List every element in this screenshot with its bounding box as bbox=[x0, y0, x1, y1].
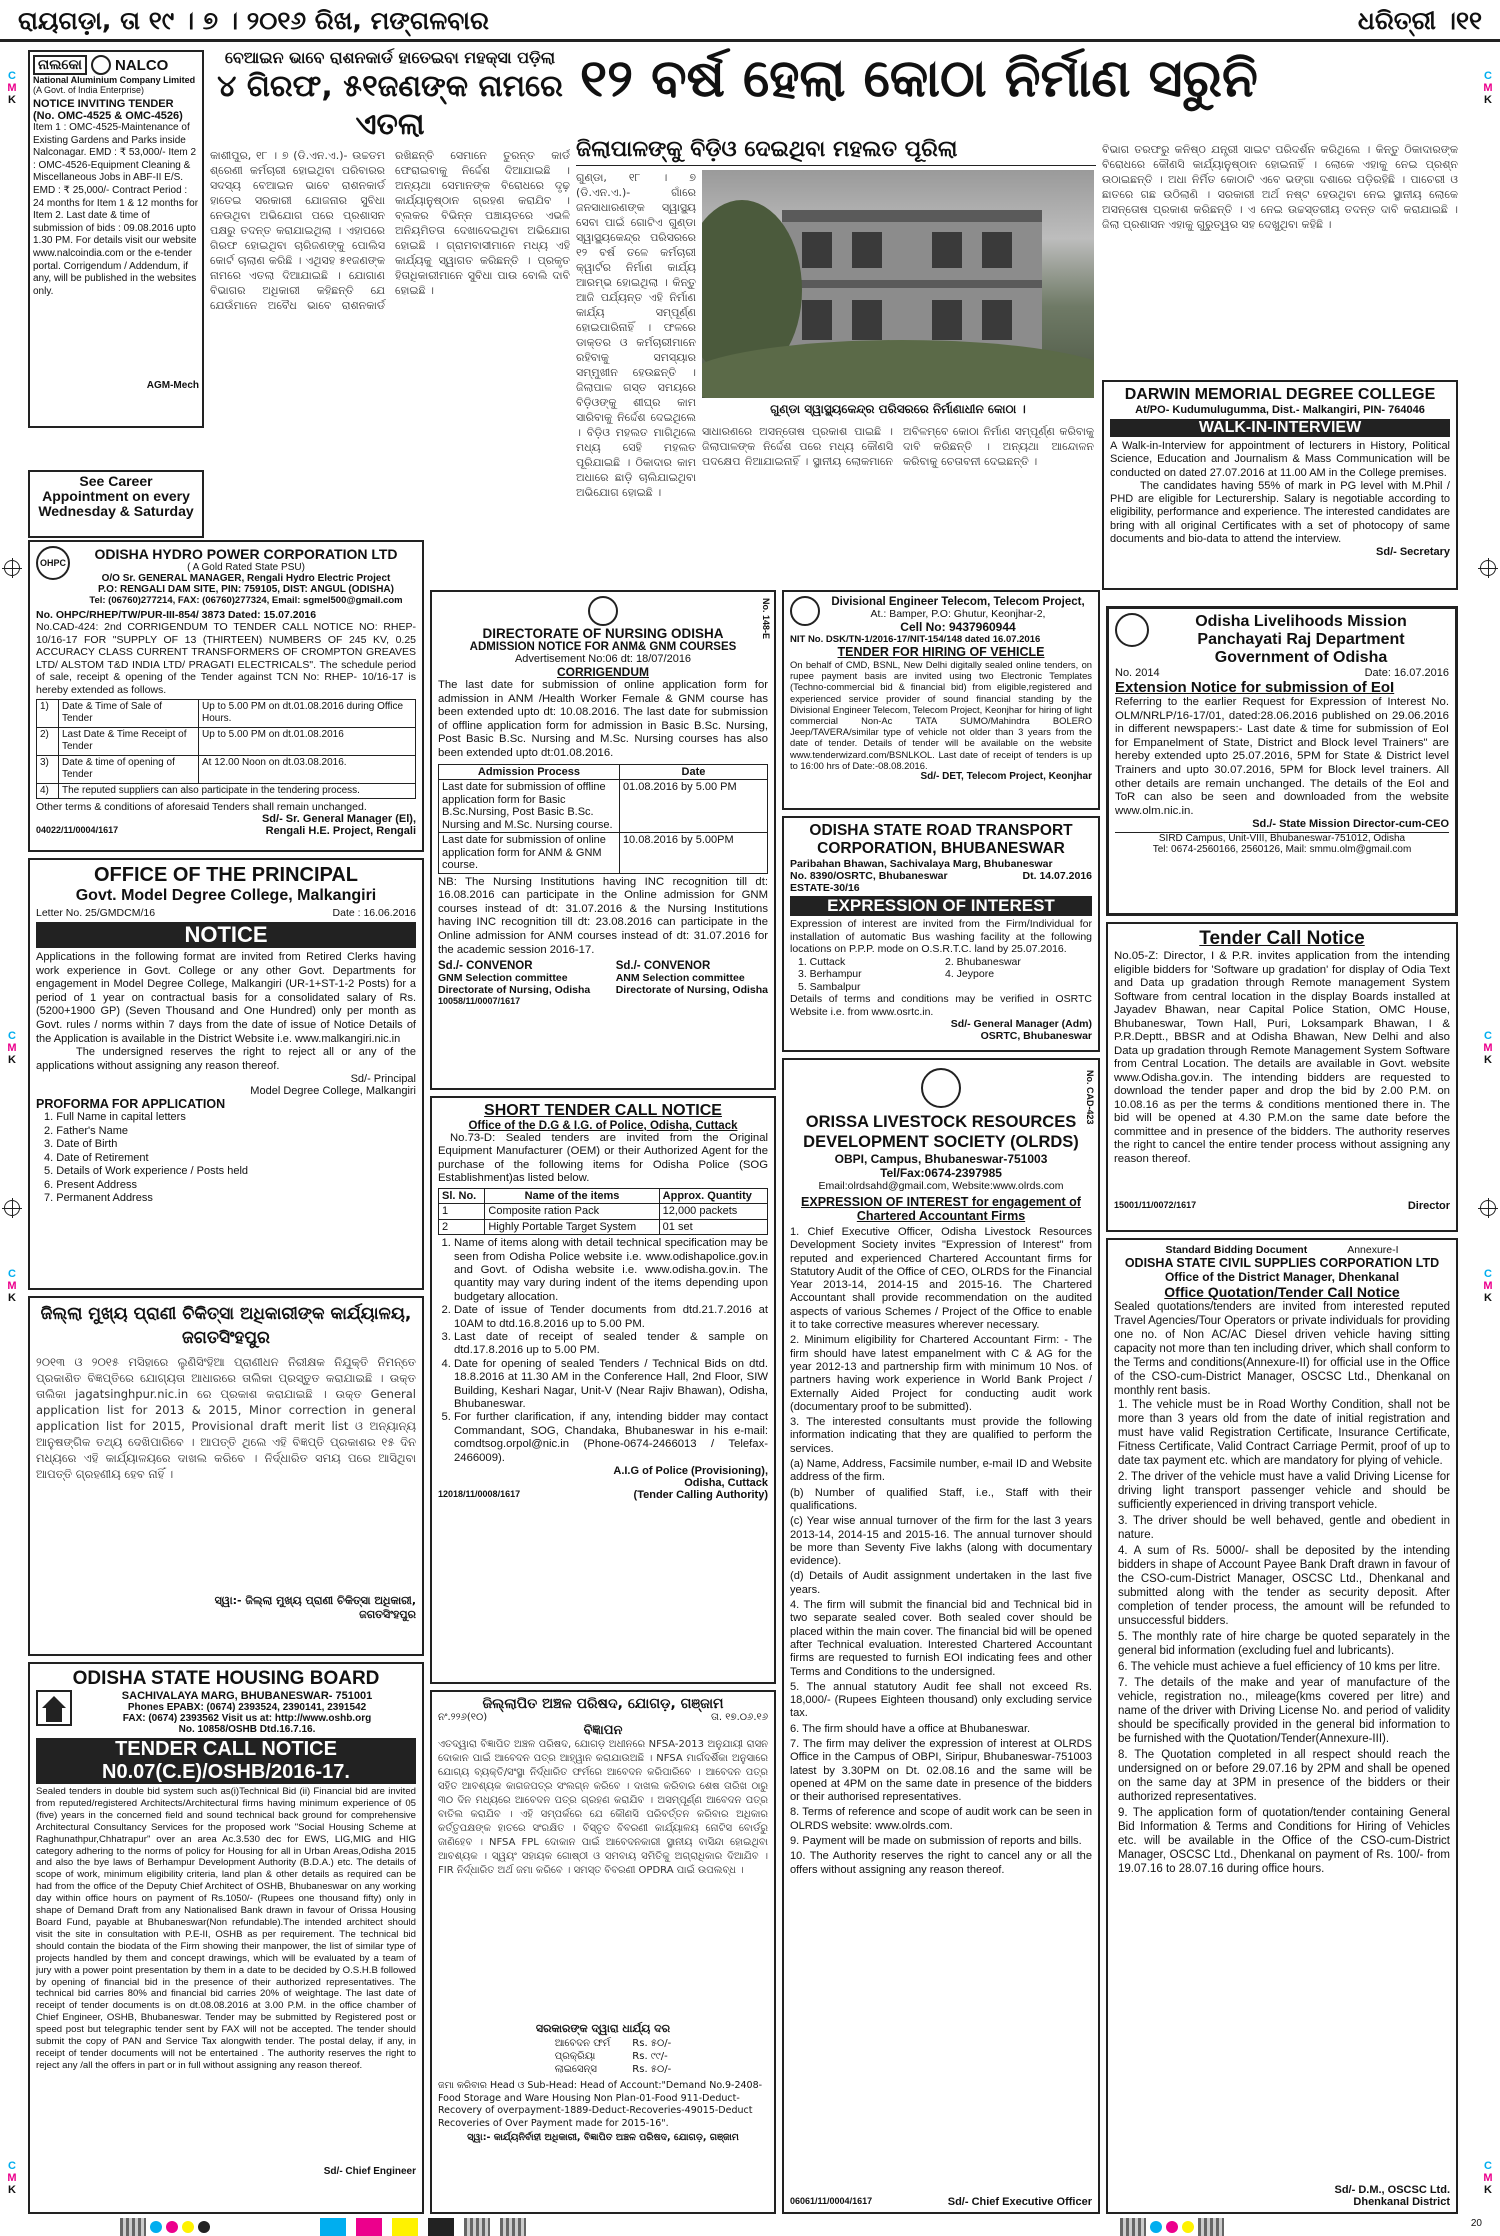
oscsc-heading: Office Quotation/Tender Call Notice bbox=[1164, 1284, 1400, 1300]
list-item: 6. The vehicle must achieve a fuel efficiency of 10 kms per litre. bbox=[1118, 1661, 1441, 1673]
darwin-walkin-ad bbox=[1102, 380, 1458, 590]
osrtc-body: Expression of interest are invited from the Firm/Individual for installation of automatic Bus washing facility at the following locations on P.P.P. mode on O.S.R.T.C. land by 25.07.2016. bbox=[790, 918, 1092, 955]
list-item: 4. Jeypore bbox=[945, 968, 995, 980]
principal-body2: The undersigned reserves the right to reject all or any of the applications without assigning any reason thereof. bbox=[36, 1046, 416, 1072]
olm-body: Referring to the earlier Request for Expression of Interest No. OLM/NRLP/16-17/01, dated:28.06.2016 published on 29.06.2016 in different newspapers:- Last date & time for submission of EoI for Empanelment of State, District and Block level Trainers" are hereby extended upto 25.07.2016, 5PM for State & District level Trainers and upto 30.07.2016, 5PM for Block level trainers. All other details are remain unchanged. The details of the EoI and ToR can also be seen and downloaded from the website www.olm.nic.in. bbox=[1115, 696, 1449, 817]
nursing-title2: ADMISSION NOTICE FOR ANM& GNM COURSES bbox=[469, 641, 737, 653]
building-photo bbox=[702, 170, 1094, 398]
article1-body: କାଶୀପୁର, ୧୮ । ୭ (ଡି.ଏନ.ଏ.)- ଉଚ୍ଚତମ ଶ୍ରେଣୀ କର୍ମଚାରୀ ହୋଇଥିବା ପରିବାରର ସଦସ୍ୟ ବେଆଇନ ଭାବେ ରାଶନକାର୍ଡ ହାତେଇ ସରକାରୀ ଯୋଜନାର ସୁବିଧା ନେଉଥିବା ଅଭିଯୋଗ ପରେ ପ୍ରଶାସନ ପକ୍ଷରୁ ତଦନ୍ତ କରାଯାଇଥିଲା । ଏହାପରେ ଗିରଫ ହୋଇଥିବା ଚାରିଜଣଙ୍କୁ ପୋଲିସ କୋର୍ଟ ଚାଲାଣ କରିଛି । ଏଥିସହ ୫୧ଜଣଙ୍କ ନାମରେ ଏତଲା ଦିଆଯାଇଛି । ଯୋଗାଣ ବିଭାଗର ଅଧିକାରୀ କହିଛନ୍ତି ଯେ ଯେଉଁମାନେ ଅବୈଧ ଭାବେ ରାଶନକାର୍ଡ ରଖିଛନ୍ତି ସେମାନେ ତୁରନ୍ତ କାର୍ଡ ଫେରାଇବାକୁ ନିର୍ଦ୍ଦେଶ ଦିଆଯାଇଛି । ଅନ୍ୟଥା ସେମାନଙ୍କ ବିରୋଧରେ ଦୃଢ଼ କାର୍ଯ୍ୟାନୁଷ୍ଠାନ ଗ୍ରହଣ କରାଯିବ । ବ୍ଲକର ବିଭିନ୍ନ ପଞ୍ଚାୟତରେ ଏଭଳି ଅନିୟମିତତା ଦେଖାଦେଇଥିବା ଅଭିଯୋଗ ହୋଇଛି । ଗ୍ରାମବାସୀମାନେ ମଧ୍ୟ ଏହି କାର୍ଯ୍ୟକୁ ସ୍ୱାଗତ କରିଛନ୍ତି । ପ୍ରକୃତ ହିତାଧିକାରୀମାନେ ସୁବିଧା ପାଉ ବୋଲି ଦାବି ହୋଇଛି । bbox=[210, 149, 570, 312]
darwin-addr: At/PO- Kudumulugumma, Dist.- Malkangiri, PIN- 764046 bbox=[1135, 404, 1425, 416]
list-item: 6. The firm should have a office at Bhubaneswar. bbox=[790, 1722, 1031, 1735]
olrds-tel: Tel/Fax:0674-2397985 bbox=[880, 1166, 1002, 1180]
list-item: 4. The firm will submit the financial bid and Technical bid in two separate sealed cover. Both sealed cover should be placed within the main cover. The financial bid will be opened after Technical evaluation. Interested Chartered Accountant firms are requested to furnish EOI indicating fees and other Terms and Conditions to the undersigned. bbox=[790, 1599, 1092, 1678]
police-conditions-list bbox=[438, 1237, 768, 1465]
nalco-signature: AGM-Mech bbox=[146, 380, 199, 391]
cmk-marker-left-mid: C M K bbox=[7, 1030, 17, 1066]
ganjam-ref: ନଂ.୨୨୬(୧୦) bbox=[438, 1712, 488, 1723]
table-row: Last date for submission of offline application form for Basic B.Sc.Nursing, Post Basic B.Sc. Nursing and M.Sc. Nursing course. 01.08.2016 by 5.00 PM bbox=[439, 780, 768, 833]
olm-title3: Government of Odisha bbox=[1214, 649, 1388, 666]
article2-body3: ବିଭାଗ ତରଫରୁ କନିଷ୍ଠ ଯନ୍ତ୍ରୀ ସାଇଟ ପରିଦର୍ଶନ କରିଥିଲେ । କିନ୍ତୁ ଠିକାଦାରଙ୍କ ବିରୋଧରେ କୌଣସି କାର୍ଯ୍ୟାନୁଷ୍ଠାନ ହୋଇନାହିଁ । ଲୋକେ ଏହାକୁ ନେଇ ପ୍ରଶ୍ନ ଉଠାଇଛନ୍ତି । ଅଧା ନିର୍ମିତ କୋଠାଟି ଏବେ ଭଙ୍ଗା ଦଶାରେ ପଡ଼ିରହିଛି । ପାଚେରୀ ଓ ଛାତରେ ଗଛ ଉଠିଲାଣି । ସରକାରୀ ଅର୍ଥ ନଷ୍ଟ ହେଉଥିବା ନେଇ ସ୍ଥାନୀୟ ଲୋକେ ଅସନ୍ତୋଷ ପ୍ରକାଶ କରିଛନ୍ତି । ଏ ନେଇ ଉଚ୍ଚସ୍ତରୀୟ ତଦନ୍ତ ଦାବି କରାଯାଇଛି । ଜିଲା ପ୍ରଶାସନ ଏହାକୁ ଗୁରୁତ୍ୱର ସହ ଦେଖୁଥିବା କହିଛି । bbox=[1102, 143, 1458, 231]
osrtc-body2: Details of terms and conditions may be verified in OSRTC Website i.e. from www.osrtc.in. bbox=[790, 993, 1092, 1018]
olrds-items bbox=[790, 1226, 1092, 1879]
table-row: 1) Date & Time of Sale of Tender Up to 5.00 PM on dt.01.08.2016 during Office Hours. bbox=[37, 699, 416, 727]
ganjam-head: ଜମା କରିବାର Head ଓ Sub-Head: Head of Account:"Demand No.9-2408-Food Storage and Ware Housing Non Plan-01-Food 911-Deduct-Recovery of overpayment-1889-Deduct-Recoveries-49015-Deduct Recoveries of Over Payment made for 2015-16". bbox=[438, 2080, 763, 2129]
osrtc-eoi-ad bbox=[782, 816, 1100, 1052]
osrtc-ref: No. 8390/OSRTC, Bhubaneswar bbox=[790, 870, 948, 882]
darwin-sig: Sd/- Secretary bbox=[1376, 546, 1450, 559]
oshb-house-logo-icon bbox=[36, 1690, 72, 1726]
list-item: 8. The Quotation completed in all respect should reach the undersigned on or before 29.07.16 by 2PM and shall be opened on the same day at 3PM in presence of the bidders or their authorized representatives. bbox=[1118, 1749, 1450, 1803]
principal-proforma-list bbox=[36, 1111, 416, 1206]
ohpc-schedule-table bbox=[36, 699, 416, 800]
oshb-fax: FAX: (0674) 2393562 Visit us at: http://www.oshb.org bbox=[122, 1713, 372, 1724]
career-box bbox=[28, 470, 204, 538]
list-item: 2. Minimum eligibility for Chartered Accountant Firm: - The firm should have latest empanelment with C & AG for the year 2012-13 and partnership firm with minimum 10 Nos. of partners having work experience in World Bank Project / Externally Aided Project for conducting audit work (documentary proof to be submitted). bbox=[790, 1334, 1092, 1413]
oscsc-sig1: Sd/- D.M., OSCSC Ltd. bbox=[1334, 2184, 1450, 2196]
list-item: 7. Permanent Address bbox=[44, 1192, 153, 1205]
table-row: Sl. No. Name of the items Approx. Quantity bbox=[439, 1188, 768, 1204]
nursing-no-label: No. 148-E bbox=[761, 598, 771, 640]
principal-letter: Letter No. 25/GMDCM/16 bbox=[36, 907, 156, 919]
nursing-admission-ad bbox=[430, 590, 776, 1090]
ohpc-sub: ( A Gold Rated State PSU) bbox=[187, 562, 305, 573]
table-row: ପ୍ରକ୍ରିୟା Rs. ୯୯/- bbox=[554, 2051, 668, 2062]
ohpc-logo-icon: OHPC bbox=[36, 546, 70, 580]
olrds-eoi-ad bbox=[782, 1058, 1100, 2214]
list-item: 8. Terms of reference and scope of audit work can be seen in OLRDS website: www.olrds.com. bbox=[790, 1806, 1092, 1832]
nalco-body: Item 1 : OMC-4525-Maintenance of Existing Gardens and Parks inside Nalconagar. EMD : ₹ 53,000/- Item 2 : OMC-4526-Equipment Cleaning & Miscellaneous Jobs in ABF-II E/S. EMD : ₹ 25,000/- Contract Period : 24 months for Item 1 & 12 months for Item 2. Last date & time of submission of bids : 09.08.2016 upto 1.30 PM. For details visit our website www.nalcoindia.com or the e-tender portal. Corrigendum / Addendum, if any, will be published in the websites only. bbox=[33, 122, 199, 297]
table-row: 1 Composite ration Pack 12,000 packets bbox=[439, 1204, 768, 1220]
table-row: ଆବେଦନ ଫର୍ମ Rs. ୫୦/- bbox=[554, 2038, 672, 2049]
osrtc-name: ODISHA STATE ROAD TRANSPORT CORPORATION, BHUBANESWAR bbox=[809, 822, 1073, 857]
osrtc-sig1: Sd/- General Manager (Adm) bbox=[950, 1018, 1092, 1030]
principal-title1: OFFICE OF THE PRINCIPAL bbox=[93, 864, 359, 886]
cdvo-notice-ad bbox=[28, 1296, 424, 1656]
olrds-side-label: No. CAD-423 bbox=[1085, 1070, 1095, 1125]
oshb-addr: SACHIVALAYA MARG, BHUBANESWAR- 751001 bbox=[121, 1690, 373, 1702]
police-foot: 12018/11/0008/1617 bbox=[438, 1489, 521, 1500]
nursing-foot: 10058/11/0007/1617 bbox=[438, 996, 521, 1007]
osrtc-locations bbox=[790, 956, 1092, 994]
nursing-title1: DIRECTORATE OF NURSING ODISHA bbox=[482, 626, 724, 641]
article2-headline: ୧୨ ବର୍ଷ ହେଲା କୋଠା ନିର୍ମାଣ ସରୁନି bbox=[580, 49, 1258, 109]
ohpc-line2: P.O: RENGALI DAM SITE, PIN: 759105, DIST: ANGUL (ODISHA) bbox=[98, 584, 394, 595]
principal-notice-banner: NOTICE bbox=[36, 922, 416, 948]
cmk-marker-right-top: C M K bbox=[1483, 70, 1493, 106]
police-title: SHORT TENDER CALL NOTICE bbox=[484, 1102, 722, 1119]
olm-no: No. 2014 bbox=[1115, 667, 1160, 679]
oscsc-name: ODISHA STATE CIVIL SUPPLIES CORPORATION LTD bbox=[1124, 1256, 1440, 1270]
table-row: 2) Last Date & Time Receipt of Tender Up to 5.00 PM on dt.01.08.2016 bbox=[37, 727, 416, 755]
oshb-sig: Sd/- Chief Engineer bbox=[323, 2166, 416, 2177]
darwin-body2: The candidates having 55% of mark in PG level with M.Phil / PHD are eligible for Lecturership. Salary is negotiable according to eligibility, performance and experience. The interested candidates are bring with all original Certificates with a set of photocopy of same documents and bio-data to attend the interview. bbox=[1110, 479, 1450, 546]
tcn-sig: Director bbox=[1407, 1200, 1450, 1212]
list-item: 2. Date of issue of Tender documents from dtd.21.7.2016 at 10AM to dtd.16.8.2016 up to 5.00 PM. bbox=[454, 1304, 768, 1331]
nursing-sig-right: Sd./- CONVENOR ANM Selection committee Directorate of Nursing, Odisha bbox=[615, 960, 768, 997]
principal-title2: Govt. Model Degree College, Malkangiri bbox=[75, 887, 377, 904]
olrds-addr: OBPI, Campus, Bhubaneswar-751003 bbox=[834, 1152, 1048, 1166]
list-item: 10. The Authority reserves the right to cancel any or all the offers without assigning any reason thereof. bbox=[790, 1850, 1092, 1876]
ohpc-sig1: Sd/- Sr. General Manager (El), bbox=[261, 813, 416, 826]
osrtc-estate: ESTATE-30/16 bbox=[790, 882, 860, 894]
darwin-body: A Walk-in-Interview for appointment of lecturers in History, Political Science, Education and Journalism & Mass Communication will be conducted on dated 27.07.2016 at 11.00 AM in the College premises. bbox=[1110, 440, 1450, 479]
article2-header bbox=[576, 48, 1456, 138]
nursing-table bbox=[438, 764, 768, 874]
list-item: 5. The annual statutory Audit fee shall not exceed Rs. 18,000/- (Rupees Eighteen thousand) only excluding service tax. bbox=[790, 1680, 1092, 1720]
bsnl-body: On behalf of CMD, BSNL, New Delhi digitally sealed online tenders, on rupee payment basis are invited using two Electronic Templates (Techno-commercial bid & financial bid) from eligible,registered and experienced service provider of sound financial standing by the Divisional Engineer Telecom, Telecom Project, Keonjhar for hiring of light commercial Non-Ac TATA SUMO/Mahindra BOLERO Jeep/TAVERA/similar type of vehicle not older than 3 years from the date of tender. Details of tender will be available on the website www.tenderwizard.com/BSNLKOL. Last date of receipt of tenders is up to 16:00 hrs of Date:-08.08.2016. bbox=[790, 659, 1092, 771]
list-item: 4. Date of Retirement bbox=[44, 1151, 149, 1164]
nursing-corr: CORRIGENDUM bbox=[557, 665, 649, 679]
principal-body: Applications in the following format are invited from Retired Clerks having work experience in Govt. College or any other Govt. Departments for engagement in Model Degree College, Malkangiri (UR-1+ST-1-2 Posts) for a period of 1 year on contractual basis for a consolidated salary of Rs. (5200+1900 GP) (Seven Thousand and One Hundred) only per month as Govt. rules / norms within 7 days from the date of issue of Notice Details of the Application is available in the District Website i.e. www.malkangiri.nic.in bbox=[36, 951, 416, 1045]
olrds-sig: Sd/- Chief Executive Officer bbox=[947, 2196, 1092, 2208]
police-sig1: A.I.G of Police (Provisioning), bbox=[613, 1465, 768, 1478]
bsnl-title2: At.: Bamper, P.O: Ghutur, Keonjhar-2, bbox=[870, 608, 1046, 620]
oshb-tender-ad bbox=[28, 1662, 424, 2214]
list-item: 2. Bhubaneswar bbox=[945, 955, 1021, 968]
table-row: 3) Date & time of opening of Tender At 12.00 Noon on dt.03.08.2016. bbox=[37, 755, 416, 783]
cmk-marker-left-top: C M K bbox=[7, 70, 17, 106]
oscsc-top2: Annexure-I bbox=[1347, 1244, 1399, 1256]
table-row: Last date for submission of online application form for ANM & GNM course. 10.08.2016 by 5.00PM bbox=[439, 833, 768, 874]
color-bar bbox=[0, 2216, 1500, 2236]
nursing-nb: NB: The Nursing Institutions having INC recognition till dt: 16.08.2016 can participate in the Online admission for GNM courses instead of dt: 31.07.2016 & the Nursing Institutions having INC recognition till dt: 23.08.2016 can participate in the Online admission for ANM courses instead of dt: 31.07.2016 for the academic session 2016-17. bbox=[438, 875, 768, 956]
table-row: 2 Highly Portable Target System 01 set bbox=[439, 1219, 768, 1235]
police-tender-ad bbox=[430, 1096, 776, 1684]
ohpc-foot: 04022/11/0004/1617 bbox=[36, 825, 119, 836]
darwin-heading: WALK-IN-INTERVIEW bbox=[1110, 419, 1450, 437]
olm-addr1: SIRD Campus, Unit-VIII, Bhubaneswar-751012, Odisha bbox=[1115, 832, 1449, 844]
bsnl-heading: TENDER FOR HIRING OF VEHICLE bbox=[837, 645, 1045, 659]
principal-sig2: Model Degree College, Malkangiri bbox=[250, 1085, 416, 1098]
nursing-emblem-icon bbox=[588, 596, 618, 626]
osrtc-heading: EXPRESSION OF INTEREST bbox=[790, 896, 1092, 916]
cmk-marker-left-bottom: C M K bbox=[7, 2160, 17, 2196]
oshb-phone: Phones EPABX: (0674) 2393524, 2390141, 2391542 bbox=[127, 1702, 367, 1713]
nursing-adv: Advertisement No:06 dt: 18/07/2016 bbox=[514, 653, 692, 665]
oshb-title1: TENDER CALL NOTICE bbox=[36, 1738, 416, 1761]
list-item: 6. Present Address bbox=[44, 1178, 137, 1191]
ganjam-body: ଏତଦ୍ୱାରା ବିଜ୍ଞାପିତ ଅଞ୍ଚଳ ପରିଷଦ, ଯୋଗଡ଼ ଅଧୀନରେ NFSA-2013 ଅନୁଯାୟୀ ରାସନ ଦୋକାନ ପାଇଁ ଆବେଦନ ପତ୍ର ଆହ୍ୱାନ କରାଯାଉଅଛି । NFSA ମାର୍ଗଦର୍ଶିକା ଅନୁସାରେ ଯୋଗ୍ୟ ବ୍ୟକ୍ତି/ସଂସ୍ଥା ନିର୍ଦ୍ଧାରିତ ଫର୍ମରେ ଆବେଦନ କରିପାରିବେ । ଆବେଦନ ପତ୍ର ସହିତ ଆବଶ୍ୟକ କାଗଜପତ୍ର ସଂଲଗ୍ନ କରିବେ । ଦାଖଲ କରିବାର ଶେଷ ତାରିଖ ଠାରୁ ୩୦ ଦିନ ମଧ୍ୟରେ ଆବେଦନ ପତ୍ର ଗ୍ରହଣ କରାଯିବ । ଅସମ୍ପୂର୍ଣ୍ଣ ଆବେଦନ ପତ୍ର ବାତିଲ କରାଯିବ । ଏହି ସମ୍ପର୍କରେ ଯେ କୌଣସି ପରିବର୍ତ୍ତନ କରିବାର ଅଧିକାର କର୍ତ୍ତୃପକ୍ଷଙ୍କ ହାତରେ ସଂରକ୍ଷିତ । ବିସ୍ତୃତ ବିବରଣୀ କାର୍ଯ୍ୟାଳୟ ନୋଟିସ ବୋର୍ଡରୁ ଜାଣିହେବ । NFSA FPL ଦୋକାନ ପାଇଁ ଆବେଦନକାରୀ ସ୍ଥାନୀୟ ବାସିନ୍ଦା ହୋଇଥିବା ଆବଶ୍ୟକ । ସ୍ୱୟଂ ସହାୟକ ଗୋଷ୍ଠୀ ଓ ସମବାୟ ସମିତିକୁ ଅଗ୍ରାଧିକାର ଦିଆଯିବ । FIR ନିର୍ଦ୍ଧାରିତ ଅର୍ଥ ଜମା କରିବେ । ସମସ୍ତ ବିବରଣୀ OPDRA ପାଇଁ ଉପଲବ୍ଧ । bbox=[438, 1739, 768, 1876]
list-item: 9. Payment will be made on submission of reports and bills. bbox=[790, 1835, 1082, 1848]
list-item: 3. The driver should be well behaved, gentle and obedient in nature. bbox=[1118, 1515, 1450, 1541]
nursing-sig-left: Sd./- CONVENOR GNM Selection committee Directorate of Nursing, Odisha bbox=[438, 960, 591, 997]
principal-sig1: Sd/- Principal bbox=[350, 1073, 416, 1086]
list-item: 3. Berhampur bbox=[798, 968, 862, 980]
ganjam-subtitle: ବିଜ୍ଞାପନ bbox=[583, 1723, 623, 1738]
police-intro: No.73-D: Sealed tenders are invited from the Original Equipment Manufacturer (OEM) or their Authorized Agent for the purchase of the following items for Odisha Police (SOG Establishment)as listed below. bbox=[438, 1132, 768, 1185]
nursing-body: The last date for submission of online application form for admission in ANM /Health Worker Female & GNM course has been extended upto dt: 10.08.2016. The last date for submission of offline application form for admission in Basic B.Sc. Nursing, Post Basic B.Sc. Nursing and M.Sc. Nursing courses has also been extended upto dt:01.08.2016. bbox=[438, 679, 768, 759]
tcn-body: No.05-Z: Director, I & P.R. invites application from the intending eligible bidders for 'Software up gradation' for display of Odia Text and Data up gradation through Remote management System Software from central location in the display Boards installed at Jayadev Bhawan, near Capital Police Station, OMC House, Bhubaneswar, Town Hall, Puri, Loksampark Bhawan, I & P.R.Deptt., BBSR and at Odisha Bhawan, New Delhi and also Data up gradation through Remote Management System Software from Central Location. The details are available in Govt. website www.Odisha.gov.in. The intending bidders are requested to download the tender paper and drop the bid by 2.00 P.M. on 10.08.16 as per the terms & conditions mentioned there in. The bid will be opened at 4.30 P.M.on the same date before the committee and in presence of the bidders. The authority reserves the right to cancel the entire tender process without assigning any reason thereof. bbox=[1114, 950, 1450, 1165]
nalco-ref: (No. OMC-4525 & OMC-4526) bbox=[33, 110, 183, 122]
ohpc-body: No.CAD-424: 2nd CORRIGENDUM TO TENDER CALL NOTICE NO: RHEP- 10/16-17 FOR "SUPPLY OF 13 (THIRTEEN) NUMBERS OF 245 KV, 0.25 ACCURACY CLASS CURRENT TRANSFORMERS OF CROMPTON GREAVES LTD/ ALSTOM T&D INDIA LTD/ PRAGATI ELECTRICALS". The schedule period of sale, receipt & opening of the Tender against TCN No: RHEP- 10/16-17 is hereby extended as follows. bbox=[36, 621, 416, 696]
list-item: 3. Date of Birth bbox=[44, 1138, 118, 1151]
olm-emblem-icon bbox=[1115, 613, 1149, 647]
table-row: Admission Process Date bbox=[439, 764, 768, 780]
article2-subhead-wrap bbox=[576, 136, 1096, 166]
principal-date: Date : 16.06.2016 bbox=[332, 907, 416, 919]
table-row: ଲାଇସେନ୍ସ Rs. ୫୦/- bbox=[554, 2064, 672, 2075]
cdvo-sig2: ଜଗତସିଂହପୁର bbox=[359, 1608, 416, 1621]
list-item: (d) Details of Audit assignment undertaken in the last five years. bbox=[790, 1570, 1092, 1596]
list-item: 1. Cuttack bbox=[798, 955, 846, 968]
article1-kicker: ବେଆଇନ ଭାବେ ରାଶନକାର୍ଡ ହାତେଇବା ମହକ୍ସା ପଡ଼ିଲା bbox=[224, 48, 556, 67]
oscsc-office: Office of the District Manager, Dhenkanal bbox=[1164, 1270, 1400, 1284]
nalco-title: NOTICE INVITING TENDER bbox=[33, 98, 174, 110]
bsnl-tender-ad bbox=[782, 590, 1100, 810]
olm-heading: Extension Notice for submission of EoI bbox=[1115, 679, 1395, 696]
article-ration-card bbox=[210, 48, 570, 534]
police-items-table bbox=[438, 1188, 768, 1236]
ganjam-title: ଜିଲ୍ଲାପିତ ଅଞ୍ଚଳ ପରିଷଦ, ଯୋଗଡ଼, ଗଞ୍ଜାମ bbox=[482, 1696, 724, 1712]
tcn-heading: Tender Call Notice bbox=[1199, 928, 1365, 949]
list-item: 3. The interested consultants must provide the following information indicating that they are qualified to perform the services. bbox=[790, 1416, 1092, 1455]
color-swatches-right bbox=[1120, 2218, 1224, 2236]
career-text: See Career Appointment on every Wednesday & Saturday bbox=[38, 473, 194, 519]
oshb-title2: N0.07(C.E)/OSHB/2016-17. bbox=[36, 1761, 416, 1784]
ganjam-sig: ସ୍ୱା:- କାର୍ଯ୍ୟନିର୍ବାହୀ ଅଧିକାରୀ, ବିଜ୍ଞାପିତ ଅଞ୍ଚଳ ପରିଷଦ, ଯୋଗଡ଼, ଗଞ୍ଜାମ bbox=[467, 2132, 739, 2143]
ohpc-name: ODISHA HYDRO POWER CORPORATION LTD bbox=[94, 546, 398, 562]
oscsc-top1: Standard Bidding Document bbox=[1165, 1244, 1308, 1256]
principal-proforma: PROFORMA FOR APPLICATION bbox=[36, 1097, 226, 1112]
police-sig3: (Tender Calling Authority) bbox=[633, 1489, 768, 1502]
article2-body2: ସାଧାରଣରେ ଅସନ୍ତୋଷ ପ୍ରକାଶ ପାଇଛି । ଜିଲାପାଳଙ୍କ ନିର୍ଦ୍ଦେଶ ପରେ ମଧ୍ୟ କୌଣସି ପଦକ୍ଷେପ ନିଆଯାଇନାହିଁ । ସ୍ଥାନୀୟ ଲୋକମାନେ ଅବିଳମ୍ବେ କୋଠା ନିର୍ମାଣ ସମ୍ପୂର୍ଣ୍ଣ କରିବାକୁ ଦାବି କରିଛନ୍ତି । ଅନ୍ୟଥା ଆନ୍ଦୋଳନ କରିବାକୁ ଚେତାବନୀ ଦେଇଛନ୍ତି । bbox=[702, 425, 1094, 468]
bsnl-title1: Divisional Engineer Telecom, Telecom Project, bbox=[831, 596, 1085, 608]
list-item: 4. A sum of Rs. 5000/- shall be deposited by the intending bidders in shape of Account Payee Bank Draft drawn in favour of the CSO-cum-District Manager, OSCSC Ltd., Dhenkanal and submitted along with the tender as security deposit. After completion of tender process, the amount will be refunded to unsuccessful bidders. bbox=[1118, 1545, 1450, 1627]
ipr-tender-ad bbox=[1106, 922, 1458, 1232]
olrds-heading: EXPRESSION OF INTEREST for engagement of Chartered Accountant Firms bbox=[801, 1195, 1081, 1223]
oshb-ref: No. 10858/OSHB Dtd.16.7.16. bbox=[178, 1724, 316, 1735]
ohpc-note: Other terms & conditions of aforesaid Tenders shall remain unchanged. bbox=[36, 801, 367, 814]
nalco-logo: ନାଲକୋ NALCO bbox=[33, 55, 199, 75]
darwin-name: DARWIN MEMORIAL DEGREE COLLEGE bbox=[1124, 386, 1436, 403]
header-date-line: ରାୟଗଡ଼ା, ତା ୧୯ । ୭ । ୨୦୧୬ ରିଖ, ମଙ୍ଗଳବାର bbox=[18, 6, 489, 35]
nalco-company: National Aluminium Company Limited bbox=[33, 75, 196, 85]
ganjam-fees-title: ସରକାରଙ୍କ ଦ୍ୱାରା ଧାର୍ଯ୍ୟ ଦର bbox=[535, 2022, 671, 2035]
cdvo-sig1: ସ୍ୱା:- ଜିଲ୍ଲା ମୁଖ୍ୟ ପ୍ରାଣୀ ଚିକିତ୍ସା ଅଧିକାରୀ, bbox=[214, 1594, 416, 1607]
police-sig2: Odisha, Cuttack bbox=[684, 1477, 768, 1490]
nalco-tender-ad bbox=[28, 50, 204, 428]
ohpc-line3: Tel: (06760)277214, FAX: (06760)277324, Email: sgmel500@gmail.com bbox=[89, 595, 403, 606]
bsnl-cell: Cell No: 9437960944 bbox=[900, 620, 1016, 634]
bsnl-nit: NIT No. DSK/TN-1/2016-17/NIT-154/148 dated 16.07.2016 bbox=[790, 634, 1041, 645]
article1-headline: ୪ ଗିରଫ, ୫୧ଜଣଙ୍କ ନାମରେ ଏତଲା bbox=[217, 69, 563, 142]
ganjam-date: ତା. ୧୭.୦୬.୧୬ bbox=[710, 1712, 768, 1723]
color-swatches-mid bbox=[320, 2218, 526, 2236]
olm-title2: Panchayati Raj Department bbox=[1197, 631, 1405, 648]
cmk-marker-left-low: C M K bbox=[7, 1268, 17, 1304]
osrtc-addr: Paribahan Bhawan, Sachivalaya Marg, Bhubaneswar bbox=[790, 858, 1053, 870]
ganjam-fees-table bbox=[533, 2036, 674, 2077]
article2-photo-caption: ଗୁଣ୍ଡା ସ୍ୱାସ୍ଥ୍ୟକେନ୍ଦ୍ର ପରିସରରେ ନିର୍ମାଣାଧୀନ କୋଠା । bbox=[770, 402, 1026, 416]
bsnl-logo-icon bbox=[790, 596, 820, 626]
cmk-marker-right-bottom: C M K bbox=[1483, 2160, 1493, 2196]
ohpc-line1: O/O Sr. GENERAL MANAGER, Rengali Hydro Electric Project bbox=[101, 573, 391, 584]
oscsc-intro: Sealed quotations/tenders are invited from interested reputed Travel Agencies/Tour Operators or private individuals for providing one no. of Non AC/AC Diesel driven vehicle having sitting capacity not more than ten including driver, which shall conform to the Terms and conditions(Annexure-II) for official use in the Office of the CSO-cum-District Manager, OSCSC Ltd., Dhenkanal on monthly rent basis. bbox=[1114, 1301, 1450, 1397]
registration-mark-icon bbox=[4, 560, 20, 576]
list-item: 2. Father's Name bbox=[44, 1124, 129, 1137]
list-item: (b) Number of qualified Staff, i.e., Staff with their qualifications. bbox=[790, 1486, 1092, 1512]
olm-addr2: Tel: 0674-2560166, 2560126, Mail: smmu.olm@gmail.com bbox=[1152, 844, 1412, 856]
registration-mark-icon bbox=[4, 1200, 20, 1216]
olm-sig: Sd./- State Mission Director-cum-CEO bbox=[1252, 818, 1449, 831]
olm-extension-ad bbox=[1106, 606, 1458, 916]
ohpc-sig2: Rengali H.E. Project, Rengali bbox=[265, 825, 416, 838]
page-number: 20 bbox=[1470, 2218, 1482, 2229]
list-item: 5. For further clarification, if any, intending bidder may contact Commandant, SOG, Chandaka, Bhubaneswar in his e-mail: comdtsog.orpol@nic.in (Phone-0674-2466013 / Telefax-2466009). bbox=[454, 1411, 768, 1465]
bsnl-sig: Sd/- DET, Telecom Project, Keonjhar bbox=[920, 771, 1092, 783]
table-row: 4) The reputed suppliers can also participate in the tendering process. bbox=[37, 783, 416, 799]
color-swatches-left bbox=[120, 2218, 210, 2236]
oscsc-tender-ad bbox=[1106, 1238, 1458, 2214]
olm-title1: Odisha Livelihoods Mission bbox=[1195, 613, 1407, 630]
list-item: 7. The firm may deliver the expression of interest at OLRDS Office in the Campus of OBPI, Siripur, Bhubaneswar-751003 latest by 3.30PM on Dt. 02.08.16 and the same will be opened at 4PM on the same date in presence of the bidders or their authorised representatives. bbox=[790, 1737, 1092, 1804]
nalco-sub: (A Govt. of India Enterprise) bbox=[33, 85, 145, 95]
list-item: 7. The details of the make and year of manufacture of the vehicle, registration no., mileage(kms covered per litre) and name of the driver with Driving License No. and period of validity should be specifically provided in the general bid information to be furnished with the Quotation/Tender(Annexure-III). bbox=[1118, 1677, 1450, 1745]
list-item: (c) Year wise annual turnover of the firm for the last 3 years 2013-14, 2014-15 and 2015-16. The annual turnover should be more than Seventy Five lakhs (along with documentary evidence). bbox=[790, 1515, 1092, 1568]
oscsc-sig2: Dhenkanal District bbox=[1353, 2196, 1450, 2208]
osrtc-sig2: OSRTC, Bhubaneswar bbox=[980, 1030, 1092, 1042]
ganjam-notice-ad bbox=[430, 1690, 776, 2214]
list-item: 1. The vehicle must be in Road Worthy Condition, shall not be more than 3 years old from the date of initial registration and must have valid Registration Certificate, Insurance Certificate, Fitness Certificate, Valid Contract Carriage Permit, proof of up to date tax payment etc. which are mandatory for plying of vehicle. bbox=[1118, 1399, 1450, 1467]
cdvo-body: ୨୦୧୩ ଓ ୨୦୧୫ ମସିହାରେ ଲୁଣିସିଂହିଆ ପ୍ରାଣୀଧନ ନିରୀକ୍ଷକ ନିଯୁକ୍ତି ନିମନ୍ତେ ପ୍ରକାଶିତ ବିଜ୍ଞପ୍ତିରେ ଯୋଗ୍ୟତା ଆଧାରରେ ତାଲିକା ପ୍ରସ୍ତୁତ କରାଯାଇଛି । ଉକ୍ତ ତାଲିକା jagatsinghpur.nic.in ରେ ପ୍ରକାଶ କରାଯାଇଛି । ଉକ୍ତ General application list for 2013 & 2015, Minor correction in general application list for 2015, Provisional draft merit list ଓ ଅନ୍ୟାନ୍ୟ ଆନୁଷଙ୍ଗିକ ତଥ୍ୟ ଦେଖିପାରିବେ । ଆପତ୍ତି ଥିଲେ ଏହି ବିଜ୍ଞପ୍ତି ପ୍ରକାଶର ୧୫ ଦିନ ମଧ୍ୟରେ ଏହି କାର୍ଯ୍ୟାଳୟରେ ଦାଖଲ କରିବେ । ନିର୍ଦ୍ଧାରିତ ସମୟ ପରେ ଆସିଥିବା ଆପତ୍ତି ଗ୍ରହଣୀୟ ହେବ ନାହିଁ । bbox=[36, 1355, 416, 1481]
list-item: 5. Details of Work experience / Posts held bbox=[44, 1165, 249, 1178]
cdvo-title: ଜିଲ୍ଲା ମୁଖ୍ୟ ପ୍ରାଣୀ ଚିକିତ୍ସା ଅଧିକାରୀଙ୍କ କାର୍ଯ୍ୟାଳୟ, ଜଗତସିଂହପୁର bbox=[40, 1304, 412, 1348]
list-item: 5. The monthly rate of hire charge be quoted separately in the general bid information (excluding fuel and lubricants). bbox=[1118, 1631, 1450, 1657]
list-item: 5. Sambalpur bbox=[798, 980, 861, 993]
list-item: 1. Name of items along with detail technical specification may be seen from Odisha Police website i.e. www.odishapolice.gov.in and Govt. of Odisha website i.e. www.odisha.gov.in. The quantity may vary during indent of the items depending upon budgetary allocation. bbox=[454, 1237, 768, 1304]
list-item: (a) Name, Address, Facsimile number, e-mail ID and Website address of the firm. bbox=[790, 1458, 1092, 1484]
list-item: 4. Date for opening of sealed Tenders / Technical Bids on dtd. 18.8.2016 at 11.30 AM in the Conference Hall, 2nd Floor, SIW Building, Keshari Nagar, Unit-V (Near Rajiv Bhawan), Odisha, Bhubaneswar. bbox=[454, 1358, 768, 1412]
list-item: 9. The application form of quotation/tender containing General Bid Information & Terms and Conditions for Hiring of Vehicles etc. will be available in the Office of the CSO-cum-District Manager, OSCSC Ltd., Dhenkanal on payment of Rs. 100/- from 19.07.16 to 28.07.16 during office hours. bbox=[1118, 1807, 1450, 1875]
cmk-marker-right-mid: C M K bbox=[1483, 1030, 1493, 1066]
registration-mark-icon bbox=[1480, 560, 1496, 576]
list-item: 3. Last date of receipt of sealed tender & sample on dtd.17.8.2016 up to 5.00 PM. bbox=[454, 1331, 768, 1358]
page-header bbox=[0, 0, 1500, 42]
olrds-foot: 06061/11/0004/1617 bbox=[790, 2196, 873, 2206]
cmk-marker-right-low: C M K bbox=[1483, 1268, 1493, 1304]
police-office: Office of the D.G & I.G. of Police, Odisha, Cuttack bbox=[468, 1120, 738, 1132]
principal-notice-ad bbox=[28, 858, 424, 1290]
list-item: 1. Full Name in capital letters bbox=[44, 1111, 186, 1124]
olrds-name: ORISSA LIVESTOCK RESOURCES DEVELOPMENT SOCIETY (OLRDS) bbox=[803, 1113, 1079, 1151]
header-page-label: ଧରିତ୍ରୀ ।୧୧ bbox=[1357, 6, 1482, 35]
article2-body1: ଗୁଣ୍ଡା, ୧୮ । ୭ (ଡି.ଏନ.ଏ.)- ଗାଁରେ ଜନସାଧାରଣଙ୍କ ସ୍ୱାସ୍ଥ୍ୟ ସେବା ପାଇଁ ଗୋଟିଏ ଗୁଣ୍ଡା ସ୍ୱାସ୍ଥ୍ୟକେନ୍ଦ୍ର ପରିସରରେ ୧୨ ବର୍ଷ ତଳେ କର୍ମଚାରୀ କ୍ୱାର୍ଟର ନିର୍ମାଣ କାର୍ଯ୍ୟ ଆରମ୍ଭ ହୋଇଥିଲା । କିନ୍ତୁ ଆଜି ପର୍ଯ୍ୟନ୍ତ ଏହି ନିର୍ମାଣ କାର୍ଯ୍ୟ ସମ୍ପୂର୍ଣ୍ଣ ହୋଇପାରିନାହିଁ । ଫଳରେ ଡାକ୍ତର ଓ କର୍ମଚାରୀମାନେ ରହିବାକୁ ସମସ୍ୟାର ସମ୍ମୁଖୀନ ହେଉଛନ୍ତି । ଜିଲାପାଳ ଗସ୍ତ ସମୟରେ ବିଡ଼ିଓଙ୍କୁ ଶୀଘ୍ର କାମ ସାରିବାକୁ ନିର୍ଦ୍ଦେଶ ଦେଇଥିଲେ । ବିଡ଼ିଓ ମହଲତ ମାଗିଥିଲେ ମଧ୍ୟ ସେହି ମହଲତ ପୂରିଯାଇଛି । ଠିକାଦାର କାମ ଅଧାରେ ଛାଡ଼ି ଚାଲିଯାଇଥିବା ଅଭିଯୋଗ ହୋଇଛି । bbox=[576, 171, 696, 499]
oscsc-items bbox=[1114, 1398, 1450, 1878]
list-item: 2. The driver of the vehicle must have a valid Driving License for driving light transport passenger vehicle and should be sufficiently experienced in driving transport vehicle. bbox=[1118, 1471, 1450, 1511]
tcn-foot: 15001/11/0072/1617 bbox=[1114, 1200, 1197, 1210]
olm-date: Date: 16.07.2016 bbox=[1364, 667, 1449, 679]
osrtc-date: Dt. 14.07.2016 bbox=[1022, 870, 1092, 882]
olrds-email: Email:olrdsahd@gmail.com, Website:www.olrds.com bbox=[818, 1180, 1064, 1192]
ohpc-corrigendum-ad bbox=[28, 540, 424, 852]
oshb-body: Sealed tenders in double bid system such as(i)Technical Bid (ii) Financial bid are invited from reputed/registered Architects/Architectural firms having minimum experience of 05 (five) years in the concerned field and sound technical back ground for comprehensive Architectural Consultancy Services for the proposed work "Social Housing Scheme at Raghunathpur,Chhatrapur" over an area Ac.3.530 dec for EWS, LIG,MIG and HIG category adhering to the norms of policy for Housing for all in Urban Areas,Odisha 2015 and also the bye laws of Berhampur Development Authority (B.D.A.) etc. The details of scope of work, minimum eligibility criteria, land plan & other details as required can be had from the office of the Deputy Chief Architect of OSHB, Bhubaneswar on any working day within office hours on payment of Rs.1050/- (Rupees one thousand fifty) only in shape of Demand Draft from any Nationalised Bank drawn in favour of Orissa Housing Board Fund, payable at Bhubaneswar(Non refundable).The intended architect should visit the site in consultation with P.E-II, OSHB as per requirement. The technical bid should contain the biodata of the Firm showing their manpower, the list of similar type of projects handled by them and concept drawings, which will be evaluated by a team of jury with a power point presentation by them in a date to be decided by O.S.H.B followed by opening of financial bid in the presence of their authorized representatives. The technical bid carries 80% and financial bid carries 20% of weightage. The last date of receipt of tender documents is on dt.08.08.2016 at 3.00 P.M. in the office chamber of Chief Engineer, OSHB, Bhubaneswar. Tender may be submitted by Registered post or speed post but telegraphic tender sent by FAX will not be accepted. The tender should submit the copy of PAN and Service Tax alongwith tender. The postal delay, if any, in receipt of tender documents will not be entertained . The authority reserves the right to reject any /all the offers in part or in full without assigning any reason thereof. bbox=[36, 1786, 416, 2071]
article2-subhead: ଜିଲାପାଳଙ୍କୁ ବିଡ଼ିଓ ଦେଇଥିବା ମହଲତ ପୂରିଲା bbox=[576, 137, 958, 162]
building-photo-drawing bbox=[702, 170, 1094, 398]
registration-mark-icon bbox=[1480, 1200, 1496, 1216]
list-item: 1. Chief Executive Officer, Odisha Livestock Resources Development Society invites "Expression of Interest" from reputed and experienced Chartered Accountant firms for Statutory Audit of the Office of CEO, OLRDS for the Financial Year 2013-14, 2014-15 and 2015-16. The Chartered Accountant shall provide recommendation on the audited aspects of various Schemes / Project of the Office to enable it to take corrective measures wherever necessary. bbox=[790, 1226, 1092, 1332]
ohpc-ref: No. OHPC/RHEP/TW/PUR-III-854/ 3873 Dated: 15.07.2016 bbox=[36, 609, 317, 621]
olrds-logo-icon bbox=[921, 1068, 961, 1108]
oshb-name: ODISHA STATE HOUSING BOARD bbox=[72, 1668, 380, 1689]
nalco-emblem-icon bbox=[91, 55, 111, 75]
